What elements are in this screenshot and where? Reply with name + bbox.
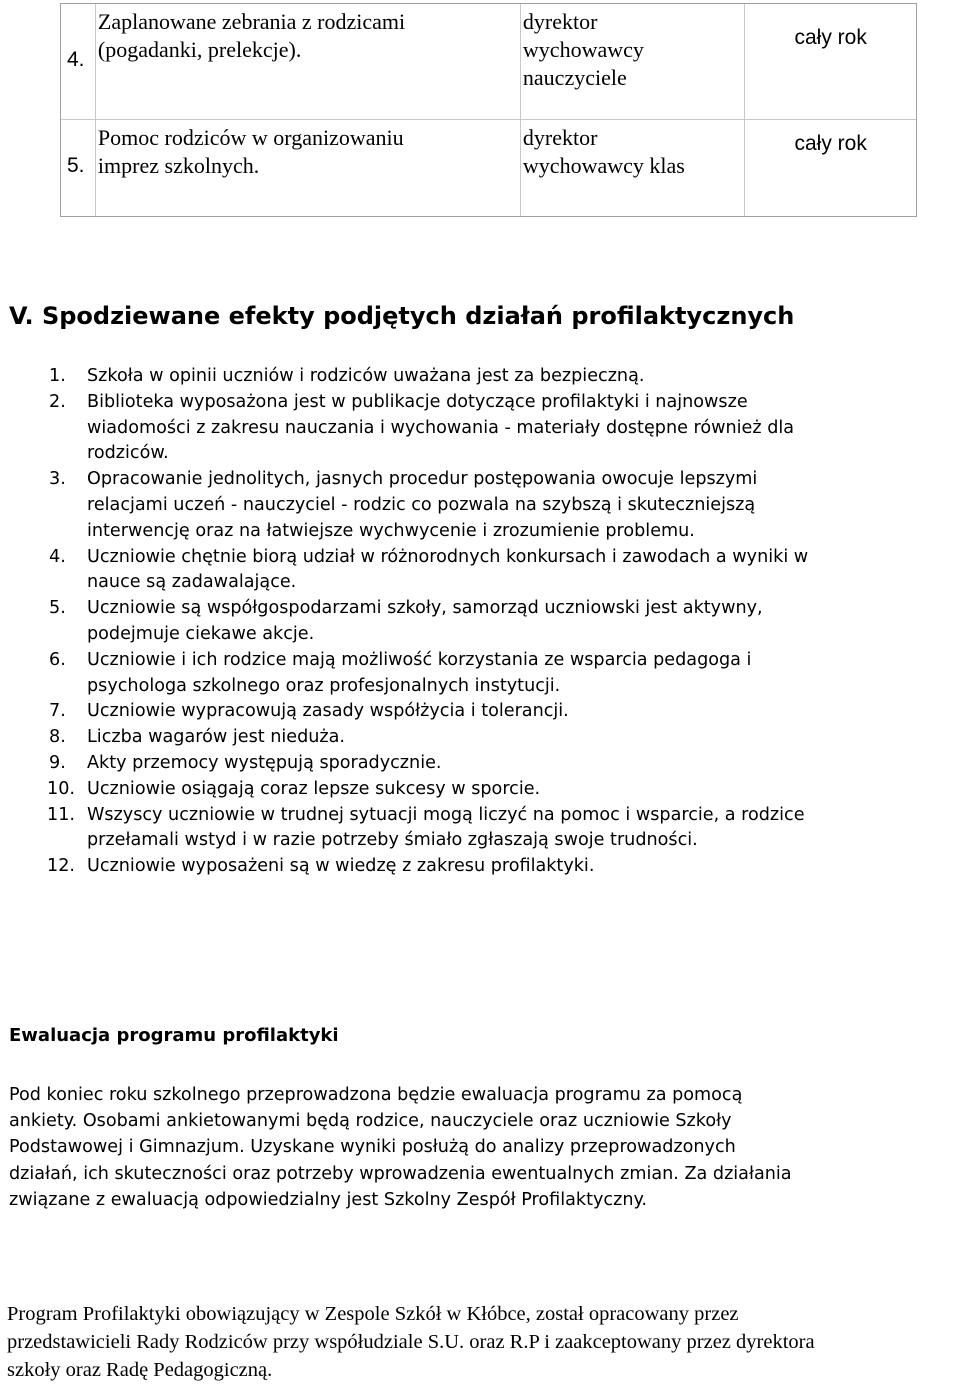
list-item-text: Wszyscy uczniowie w trudnej sytuacji mogą liczyć na pomoc i wsparcie, a rodzice: [87, 804, 805, 825]
list-item-text: przełamali wstyd i w razie potrzeby śmiało zgłaszają swoje trudności.: [87, 830, 698, 851]
list-item: [0, 751, 960, 777]
list-item-text: Opracowanie jednolitych, jasnych procedur postępowania owocuje lepszymi: [87, 469, 758, 490]
list-item-number: 9.: [49, 752, 66, 773]
list-item-number: 2.: [49, 391, 66, 412]
list-item-text: wiadomości z zakresu nauczania i wychowania - materiały dostępne również dla: [87, 417, 795, 438]
section-v-heading: V. Spodziewane efekty podjętych działań profilaktycznych: [9, 302, 795, 330]
list-item-number: 6.: [49, 649, 66, 670]
list-item-number: 1.: [49, 366, 66, 386]
list-item-number: 8.: [49, 727, 66, 748]
list-item: [0, 390, 960, 467]
table-row: [61, 4, 916, 120]
list-item-text: Uczniowie osiągają coraz lepsze sukcesy w sporcie.: [87, 778, 541, 799]
list-item-text: relacjami uczeń - nauczyciel - rodzic co pozwala na szybszą i skuteczniejszą: [87, 494, 756, 515]
list-item: [0, 545, 960, 597]
row-number: 4.: [67, 48, 85, 71]
paragraph-line: ankiety. Osobami ankietowanymi będą rodzice, nauczyciele oraz uczniowie Szkoły: [9, 1111, 732, 1132]
evaluation-heading: Ewaluacja programu profilaktyki: [9, 1025, 339, 1046]
list-item-text: Uczniowie wyposażeni są w wiedzę z zakresu profilaktyki.: [87, 856, 595, 877]
list-item: [0, 364, 960, 390]
list-item-text: Uczniowie i ich rodzice mają możliwość korzystania ze wsparcia pedagoga i: [87, 649, 752, 670]
timeframe-text: cały rok: [794, 132, 867, 155]
list-item: [0, 777, 960, 803]
note-line: szkoły oraz Radę Pedagogiczną.: [7, 1359, 273, 1381]
task-cell: [96, 120, 521, 216]
task-text: Pomoc rodziców w organizowaniu imprez szkolnych.: [97, 125, 404, 178]
list-item-number: 12.: [47, 856, 75, 877]
list-item-text: rodziców.: [87, 443, 169, 464]
list-item-text: Liczba wagarów jest nieduża.: [87, 727, 346, 748]
list-item-number: 7.: [49, 701, 66, 722]
row-number-cell: [61, 4, 96, 119]
list-item: [0, 648, 960, 700]
list-item: [0, 803, 960, 855]
approval-note: [7, 1300, 960, 1384]
expected-effects-list: [0, 364, 960, 880]
paragraph-line: Podstawowej i Gimnazjum. Uzyskane wyniki posłużą do analizy przeprowadzonych: [9, 1137, 736, 1158]
list-item-text: Uczniowie wypracowują zasady współżycia i tolerancji.: [87, 701, 569, 722]
responsible-text: dyrektor wychowawcy klas: [522, 125, 685, 178]
evaluation-paragraph: [9, 1082, 960, 1213]
row-number-cell: [61, 120, 96, 216]
task-cell: [96, 4, 521, 119]
list-item: [0, 467, 960, 544]
responsible-cell: [521, 120, 745, 216]
paragraph-line: związane z ewaluacją odpowiedzialny jest Szkolny Zespół Profilaktyczny.: [9, 1189, 647, 1210]
list-item-number: 5.: [49, 598, 66, 619]
timeframe-cell: [745, 120, 916, 216]
list-item-number: 11.: [47, 804, 75, 825]
timeframe-text: cały rok: [794, 26, 867, 49]
list-item-text: Uczniowie są współgospodarzami szkoły, samorząd uczniowski jest aktywny,: [87, 598, 763, 619]
list-item-text: Uczniowie chętnie biorą udział w różnorodnych konkursach i zawodach a wyniki w: [87, 546, 809, 567]
note-line: przedstawicieli Rady Rodziców przy współudziale S.U. oraz R.P i zaakceptowany przez dyrektora: [7, 1331, 815, 1353]
paragraph-line: Pod koniec roku szkolnego przeprowadzona będzie ewaluacja programu za pomocą: [9, 1085, 743, 1105]
paragraph-line: działań, ich skuteczności oraz potrzeby wprowadzenia ewentualnych zmian. Za działania: [9, 1163, 792, 1184]
list-item-text: Szkoła w opinii uczniów i rodziców uważana jest za bezpieczną.: [87, 366, 645, 386]
list-item-text: nauce są zadawalające.: [87, 572, 297, 593]
list-item-text: psychologa szkolnego oraz profesjonalnych instytucji.: [87, 675, 561, 696]
list-item-number: 4.: [49, 546, 66, 567]
responsible-text: dyrektor wychowawcy nauczyciele: [522, 9, 644, 90]
list-item-text: Akty przemocy występują sporadycznie.: [87, 752, 442, 773]
list-item-number: 3.: [49, 469, 66, 490]
list-item-text: Biblioteka wyposażona jest w publikacje dotyczące profilaktyki i najnowsze: [87, 391, 748, 412]
task-text: Zaplanowane zebrania z rodzicami (pogadanki, prelekcje).: [97, 9, 406, 62]
activities-table: [60, 3, 917, 217]
list-item-text: podejmuje ciekawe akcje.: [87, 623, 315, 644]
responsible-cell: [521, 4, 745, 119]
note-line: Program Profilaktyki obowiązujący w Zespole Szkół w Kłóbce, został opracowany przez: [7, 1303, 739, 1325]
list-item: [0, 699, 960, 725]
row-number: 5.: [67, 154, 85, 177]
list-item-number: 10.: [47, 778, 75, 799]
list-item-text: interwencję oraz na łatwiejsze wychwycenie i zrozumienie problemu.: [87, 520, 695, 541]
table-row: [61, 120, 916, 216]
list-item: [0, 596, 960, 648]
list-item: [0, 725, 960, 751]
list-item: [0, 854, 960, 880]
timeframe-cell: [745, 4, 916, 119]
